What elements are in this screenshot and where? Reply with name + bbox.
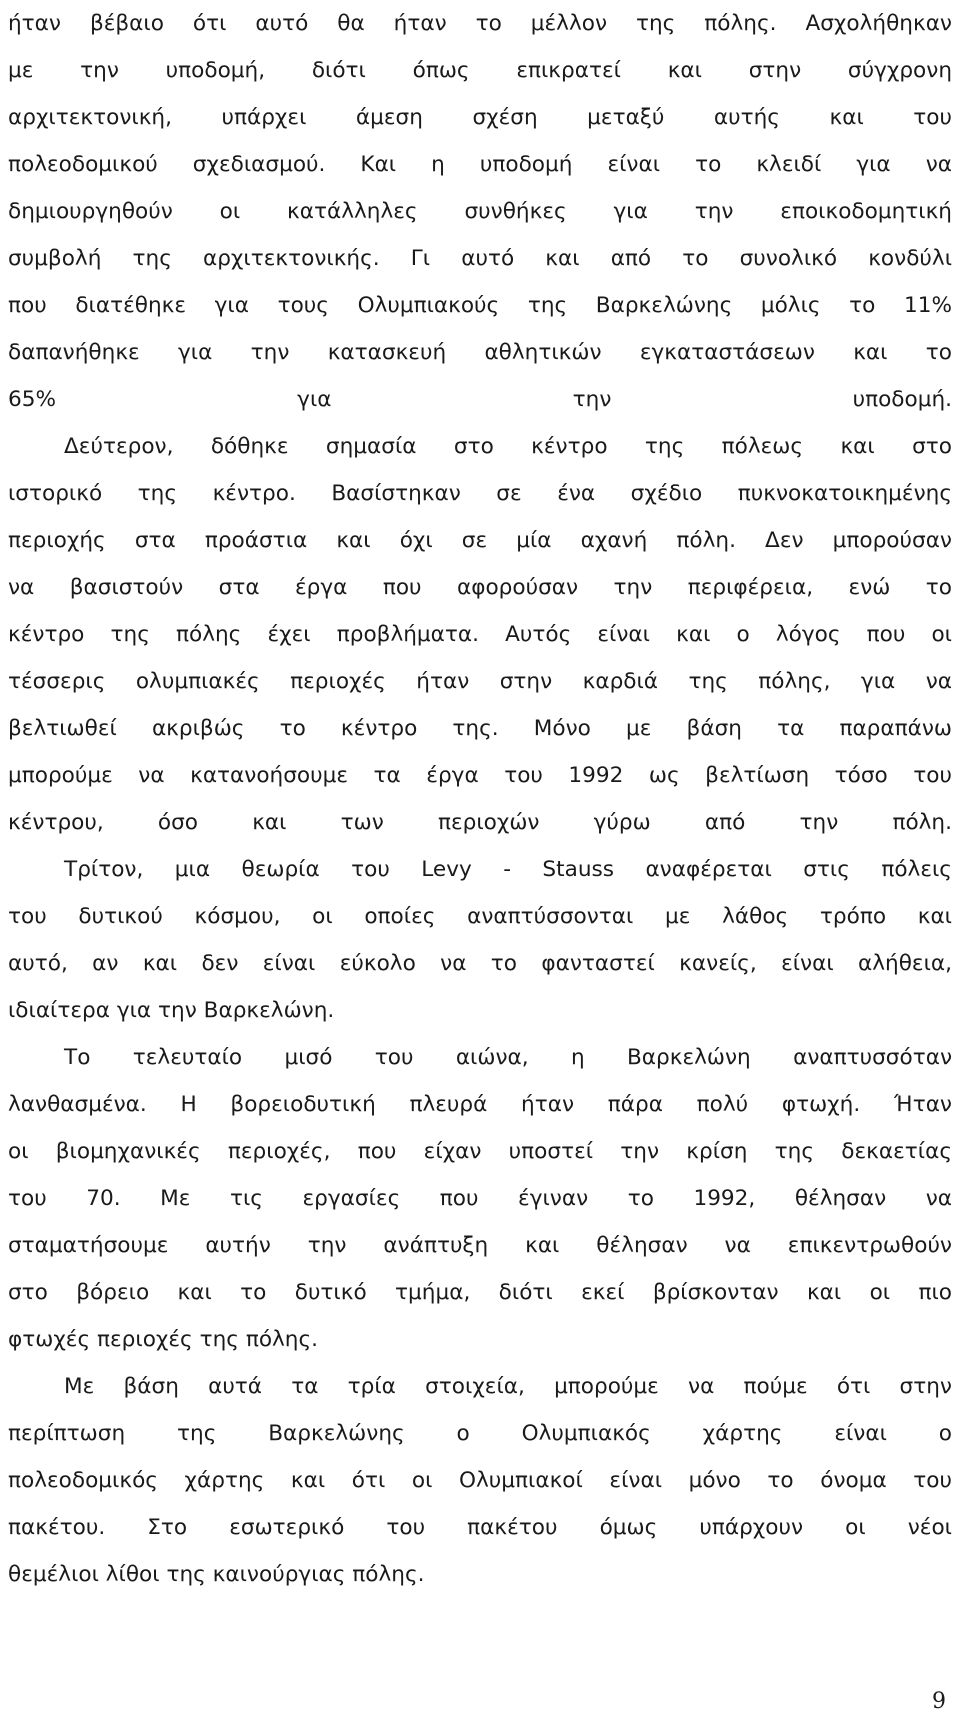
text-line: 65% για την υποδομή. <box>8 387 952 412</box>
text-line: με την υποδομή, διότι όπως επικρατεί και στην σύγχρονη <box>8 58 952 83</box>
text-line: Το τελευταίο μισό του αιώνα, η Βαρκελώνη αναπτυσσόταν <box>64 1045 952 1070</box>
text-line: αυτό, αν και δεν είναι εύκολο να το φανταστεί κανείς, είναι αλήθεια, <box>8 951 952 976</box>
text-line: συμβολή της αρχιτεκτονικής. Γι αυτό και από το συνολικό κονδύλι <box>8 246 952 271</box>
text-line: σταματήσουμε αυτήν την ανάπτυξη και θέλησαν να επικεντρωθούν <box>8 1233 952 1258</box>
text-line: κέντρο της πόλης έχει προβλήματα. Αυτός είναι και ο λόγος που οι <box>8 622 952 647</box>
text-line: Τρίτον, μια θεωρία του Levy - Stauss αναφέρεται στις πόλεις <box>64 857 952 882</box>
text-line: οι βιομηχανικές περιοχές, που είχαν υποστεί την κρίση της δεκαετίας <box>8 1139 952 1164</box>
text-line: στο βόρειο και το δυτικό τμήμα, διότι εκεί βρίσκονταν και οι πιο <box>8 1280 952 1305</box>
text-line: θεμέλιοι λίθοι της καινούργιας πόλης. <box>8 1562 425 1587</box>
text-line: να βασιστούν στα έργα που αφορούσαν την περιφέρεια, ενώ το <box>8 575 952 600</box>
text-line: Δεύτερον, δόθηκε σημασία στο κέντρο της πόλεως και στο <box>64 434 952 459</box>
text-line: φτωχές περιοχές της πόλης. <box>8 1327 319 1352</box>
text-line: Με βάση αυτά τα τρία στοιχεία, μπορούμε να πούμε ότι στην <box>64 1374 952 1399</box>
text-line: λανθασμένα. Η βορειοδυτική πλευρά ήταν πάρα πολύ φτωχή. Ήταν <box>8 1092 952 1117</box>
text-line: πολεοδομικός χάρτης και ότι οι Ολυμπιακοί είναι μόνο το όνομα του <box>8 1468 952 1493</box>
text-line: αρχιτεκτονική, υπάρχει άμεση σχέση μεταξύ αυτής και του <box>8 105 952 130</box>
text-line: κέντρου, όσο και των περιοχών γύρω από την πόλη. <box>8 810 952 835</box>
text-line: μπορούμε να κατανοήσουμε τα έργα του 1992 ως βελτίωση τόσο του <box>8 763 952 788</box>
text-line: που διατέθηκε για τους Ολυμπιακούς της Βαρκελώνης μόλις το 11% <box>8 293 952 318</box>
text-line: δημιουργηθούν οι κατάλληλες συνθήκες για την εποικοδομητική <box>8 199 952 224</box>
text-line: βελτιωθεί ακριβώς το κέντρο της. Μόνο με βάση τα παραπάνω <box>8 716 952 741</box>
text-line: πολεοδομικού σχεδιασμού. Και η υποδομή είναι το κλειδί για να <box>8 152 952 177</box>
text-line: του δυτικού κόσμου, οι οποίες αναπτύσσονται με λάθος τρόπο και <box>8 904 952 929</box>
text-line: τέσσερις ολυμπιακές περιοχές ήταν στην καρδιά της πόλης, για να <box>8 669 952 694</box>
text-line: ήταν βέβαιο ότι αυτό θα ήταν το μέλλον της πόλης. Ασχολήθηκαν <box>8 11 952 36</box>
text-line: δαπανήθηκε για την κατασκευή αθλητικών εγκαταστάσεων και το <box>8 340 952 365</box>
text-line: ιδιαίτερα για την Βαρκελώνη. <box>8 998 335 1023</box>
text-line: πακέτου. Στο εσωτερικό του πακέτου όμως υπάρχουν οι νέοι <box>8 1515 952 1540</box>
text-line: ιστορικό της κέντρο. Βασίστηκαν σε ένα σχέδιο πυκνοκατοικημένης <box>8 481 952 506</box>
text-line: του 70. Με τις εργασίες που έγιναν το 1992, θέλησαν να <box>8 1186 952 1211</box>
text-line: περίπτωση της Βαρκελώνης ο Ολυμπιακός χάρτης είναι ο <box>8 1421 952 1446</box>
text-line: περιοχής στα προάστια και όχι σε μία αχανή πόλη. Δεν μπορούσαν <box>8 528 952 553</box>
document-page <box>8 0 952 1598</box>
page-number: 9 <box>932 1689 946 1714</box>
